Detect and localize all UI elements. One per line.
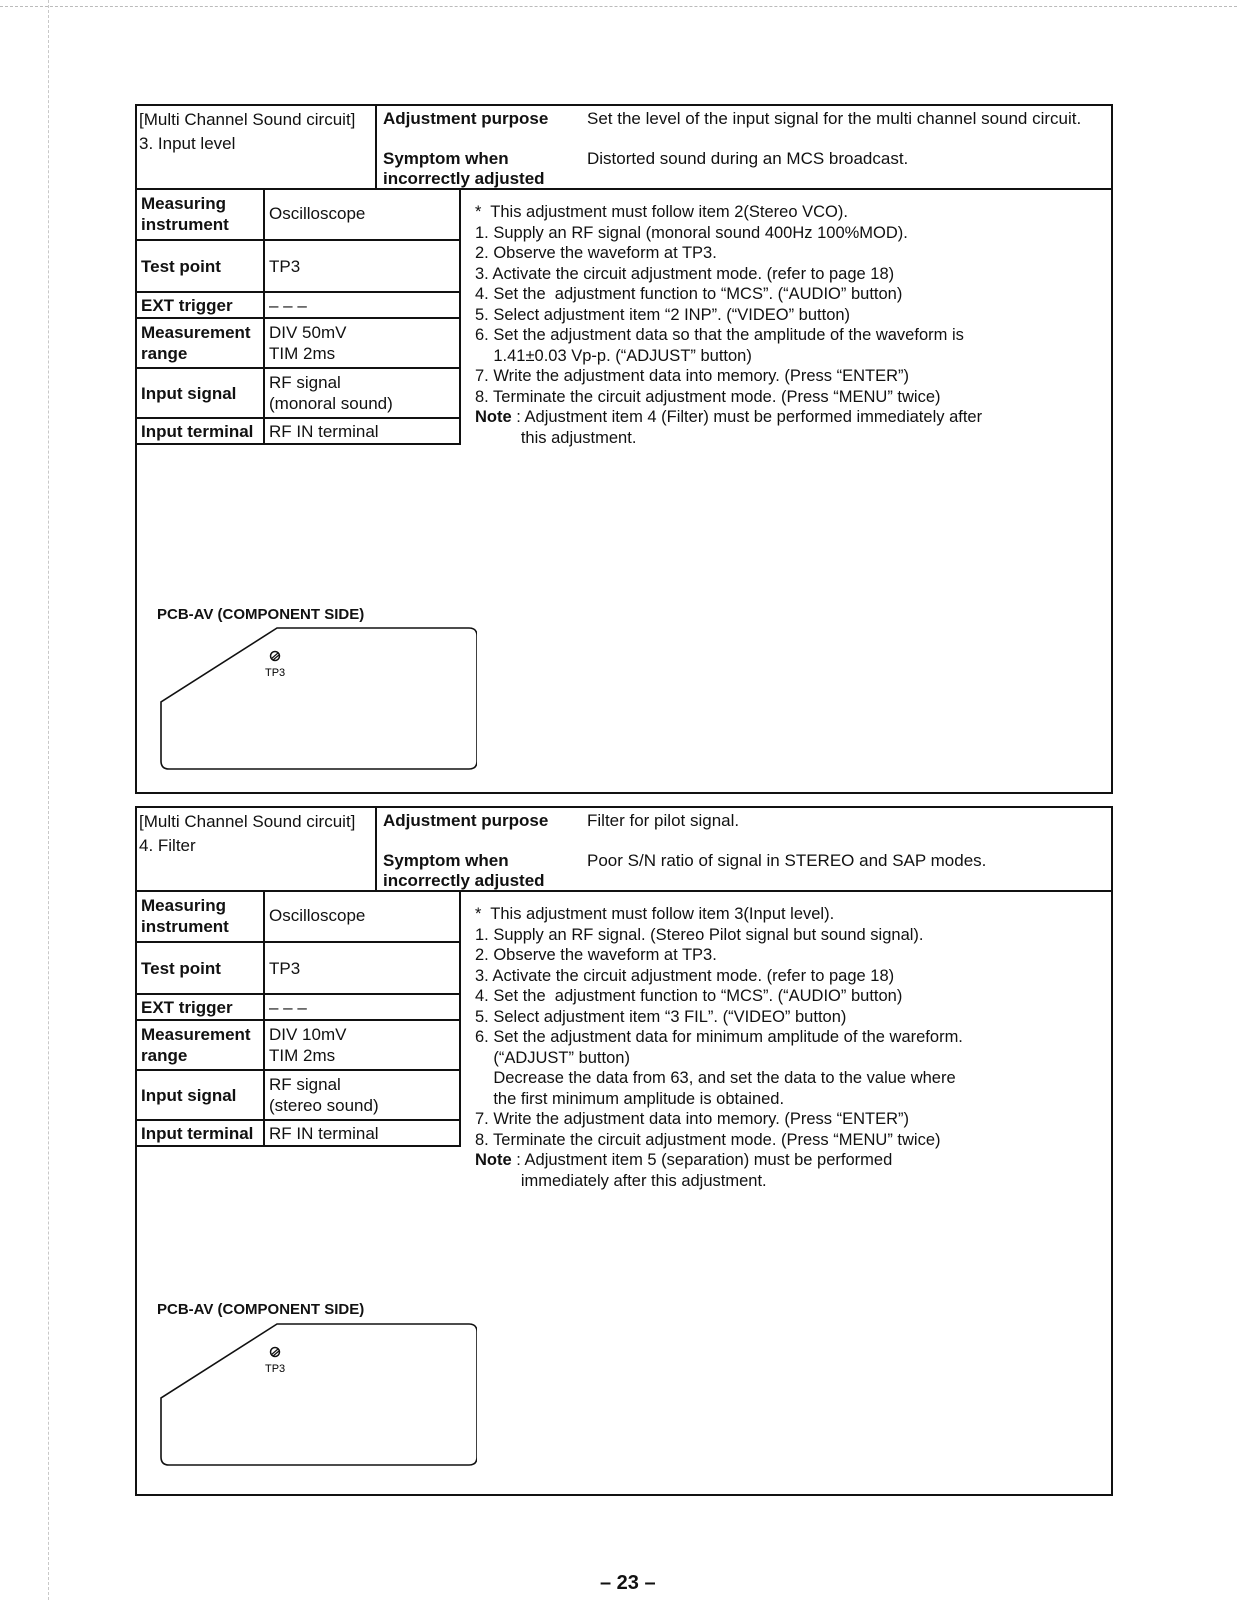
note-text: : Adjustment item 5 (separation) must be performed immediately after this adjustment. xyxy=(516,1151,893,1190)
panel-header xyxy=(137,106,1111,190)
spec-row xyxy=(137,188,460,240)
spec-key: Measurement range xyxy=(137,318,264,368)
spec-row xyxy=(137,240,460,292)
symptom-label-line2: incorrectly adjusted xyxy=(383,169,545,188)
spec-key: EXT trigger xyxy=(137,994,264,1020)
spec-value: RF signal (stereo sound) xyxy=(264,1070,460,1120)
symptom-text: Distorted sound during an MCS broadcast. xyxy=(587,149,909,168)
left-dashed-border xyxy=(48,0,49,1600)
step-item: 5. Select adjustment item “2 INP”. (“VIDEO” button) xyxy=(475,305,851,324)
spec-value: DIV 10mV TIM 2ms xyxy=(264,1020,460,1070)
spec-key: Measurement range xyxy=(137,1020,264,1070)
spec-row xyxy=(137,418,460,444)
note-item xyxy=(475,1150,1075,1191)
adjustment-panel-input-level xyxy=(135,104,1113,794)
symptom-label-line1: Symptom when xyxy=(383,149,509,168)
spec-row xyxy=(137,318,460,368)
purpose-text: Set the level of the input signal for the multi channel sound circuit. xyxy=(587,109,1082,128)
symptom-label-line2: incorrectly adjusted xyxy=(383,871,545,890)
top-dashed-border xyxy=(0,6,1237,7)
pcb-label: PCB-AV (COMPONENT SIDE) xyxy=(157,1301,365,1318)
note-label: Note xyxy=(475,408,512,426)
pcb-outline xyxy=(161,628,477,769)
step-item: 8. Terminate the circuit adjustment mode. (Press “MENU” twice) xyxy=(475,387,941,406)
spec-value: RF IN terminal xyxy=(264,418,460,444)
pcb-outline xyxy=(161,1324,477,1465)
spec-key: Input signal xyxy=(137,1070,264,1120)
step-item: 6. Set the adjustment data so that the amplitude of the waveform is 1.41±0.03 Vp-p. (“ADJUST” button) xyxy=(475,326,964,365)
panel-header xyxy=(137,808,1111,892)
spec-key: Input signal xyxy=(137,368,264,418)
purpose-label: Adjustment purpose xyxy=(383,811,549,830)
header-divider xyxy=(375,808,377,890)
spec-key: Input terminal xyxy=(137,1120,264,1146)
spec-row xyxy=(137,1020,460,1070)
step-item: 2. Observe the waveform at TP3. xyxy=(475,244,717,262)
pcb-diagram xyxy=(157,626,477,771)
step-item: 8. Terminate the circuit adjustment mode. (Press “MENU” twice) xyxy=(475,1130,941,1149)
spec-row xyxy=(137,292,460,318)
symptom-label-line1: Symptom when xyxy=(383,851,509,870)
spec-row xyxy=(137,994,460,1020)
spec-value: – – – xyxy=(264,994,460,1020)
spec-value: DIV 50mV TIM 2ms xyxy=(264,318,460,368)
spec-key: Input terminal xyxy=(137,418,264,444)
adjustment-panel-filter xyxy=(135,806,1113,1496)
item-name: 3. Input level xyxy=(139,134,236,153)
header-divider xyxy=(375,106,377,188)
spec-row xyxy=(137,942,460,994)
procedure-steps xyxy=(475,202,1075,448)
page-number: – 23 – xyxy=(600,1572,656,1594)
spec-table xyxy=(137,188,461,445)
purpose-text: Filter for pilot signal. xyxy=(587,811,740,830)
spec-table xyxy=(137,890,461,1147)
pcb-diagram xyxy=(157,1322,477,1467)
spec-value: TP3 xyxy=(264,240,460,292)
step-item: 3. Activate the circuit adjustment mode. (refer to page 18) xyxy=(475,966,895,985)
spec-value: RF IN terminal xyxy=(264,1120,460,1146)
spec-key: Measuring instrument xyxy=(137,188,264,240)
symptom-label xyxy=(383,851,545,891)
tp-label: TP3 xyxy=(265,1363,286,1375)
symptom-label xyxy=(383,149,545,189)
procedure-steps xyxy=(475,904,1075,1191)
step-item: 1. Supply an RF signal (monoral sound 400Hz 100%MOD). xyxy=(475,223,908,242)
item-name: 4. Filter xyxy=(139,836,196,855)
spec-value: Oscilloscope xyxy=(264,890,460,942)
circuit-title xyxy=(139,810,355,858)
spec-value: Oscilloscope xyxy=(264,188,460,240)
note-text: : Adjustment item 4 (Filter) must be performed immediately after this adjustment. xyxy=(516,408,983,447)
step-item: 1. Supply an RF signal. (Stereo Pilot signal but sound signal). xyxy=(475,925,924,944)
spec-value: TP3 xyxy=(264,942,460,994)
test-point-icon xyxy=(271,652,280,661)
step-item: 4. Set the adjustment function to “MCS”. (“AUDIO” button) xyxy=(475,987,903,1005)
spec-row xyxy=(137,890,460,942)
step-item: * This adjustment must follow item 3(Input level). xyxy=(475,905,835,923)
step-item: 2. Observe the waveform at TP3. xyxy=(475,946,717,964)
spec-row xyxy=(137,368,460,418)
circuit-name: [Multi Channel Sound circuit] xyxy=(139,110,356,129)
spec-row xyxy=(137,1070,460,1120)
step-item: 7. Write the adjustment data into memory. (Press “ENTER”) xyxy=(475,1110,910,1128)
symptom-text: Poor S/N ratio of signal in STEREO and SAP modes. xyxy=(587,851,987,870)
spec-key: Test point xyxy=(137,240,264,292)
note-item xyxy=(475,407,1075,448)
step-item: 5. Select adjustment item “3 FIL”. (“VIDEO” button) xyxy=(475,1007,847,1026)
step-item: 7. Write the adjustment data into memory. (Press “ENTER”) xyxy=(475,367,910,385)
purpose-label: Adjustment purpose xyxy=(383,109,549,128)
test-point-icon xyxy=(271,1348,280,1357)
pcb-label: PCB-AV (COMPONENT SIDE) xyxy=(157,606,365,623)
spec-key: EXT trigger xyxy=(137,292,264,318)
step-item: 4. Set the adjustment function to “MCS”. (“AUDIO” button) xyxy=(475,285,903,303)
spec-key: Measuring instrument xyxy=(137,890,264,942)
spec-value: RF signal (monoral sound) xyxy=(264,368,460,418)
spec-row xyxy=(137,1120,460,1146)
step-item: * This adjustment must follow item 2(Stereo VCO). xyxy=(475,203,848,221)
spec-value: – – – xyxy=(264,292,460,318)
note-label: Note xyxy=(475,1151,512,1169)
spec-key: Test point xyxy=(137,942,264,994)
circuit-name: [Multi Channel Sound circuit] xyxy=(139,812,356,831)
circuit-title xyxy=(139,108,355,156)
tp-label: TP3 xyxy=(265,667,286,679)
step-item: 6. Set the adjustment data for minimum amplitude of the wareform. (“ADJUST” button) Decrease the data from 63, and set the data to the value where the first minimum amplitude is obtained. xyxy=(475,1028,963,1108)
step-item: 3. Activate the circuit adjustment mode. (refer to page 18) xyxy=(475,264,895,283)
